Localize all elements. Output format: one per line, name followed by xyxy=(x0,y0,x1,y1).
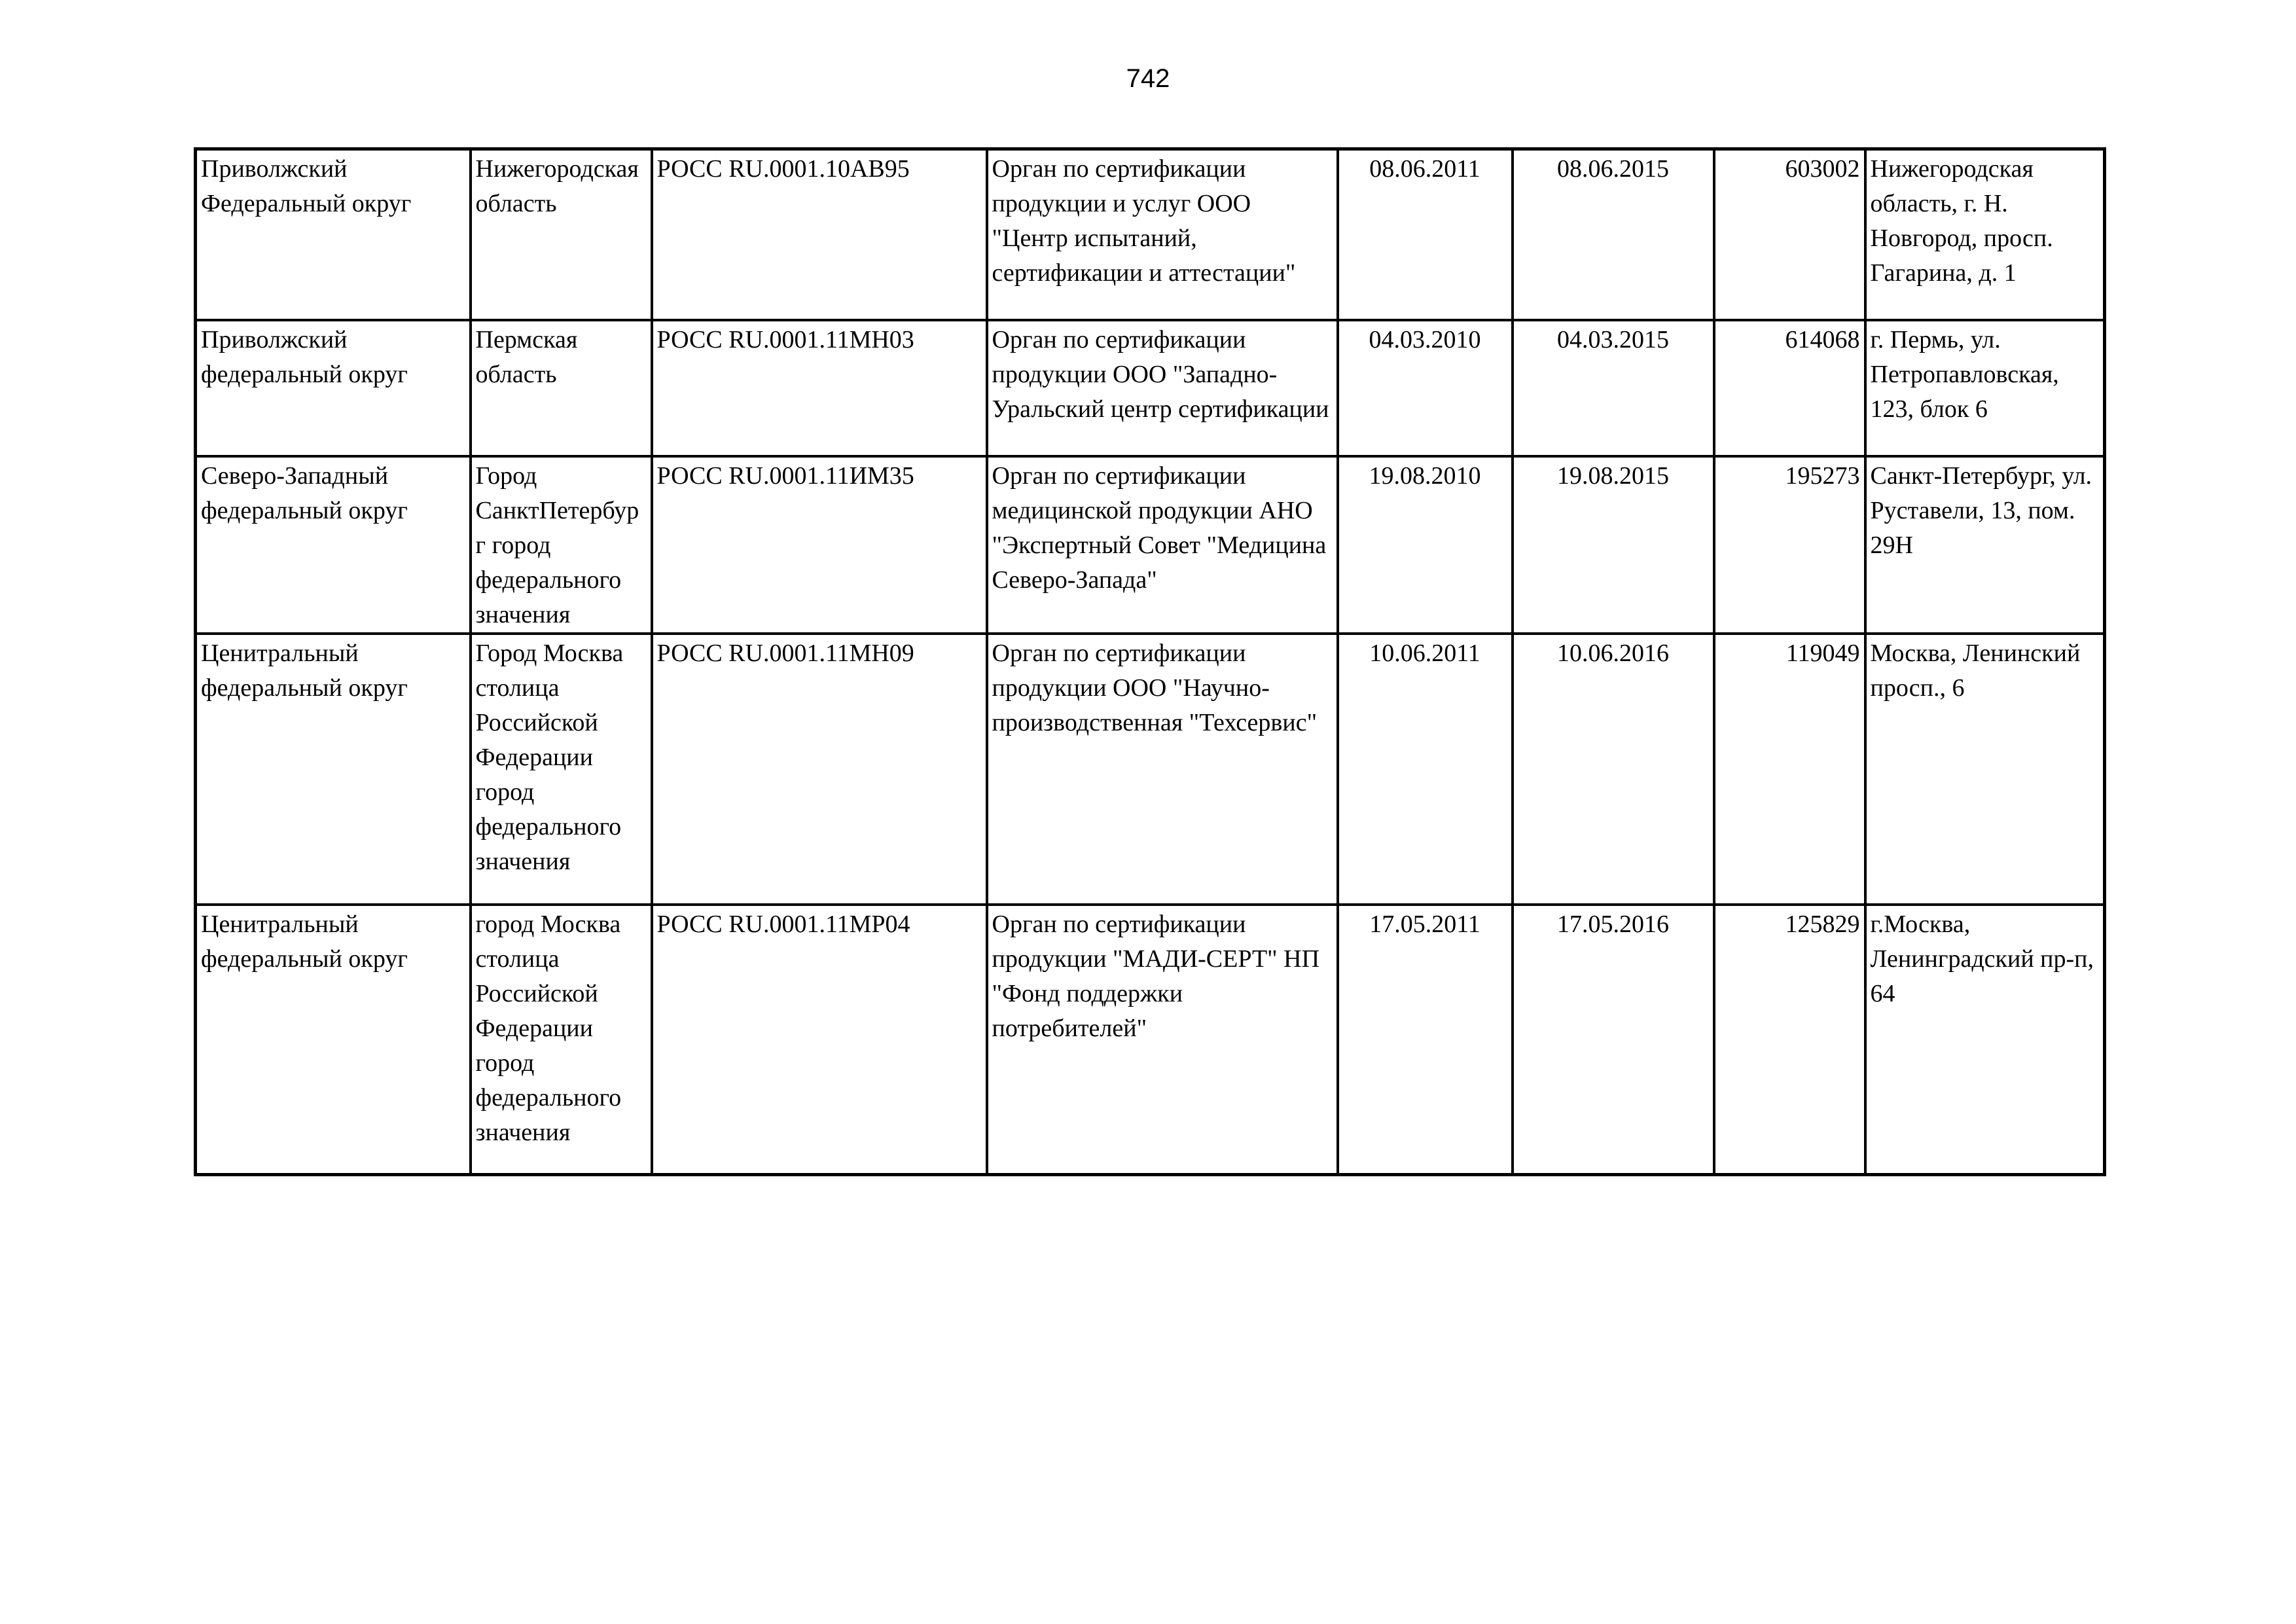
district-cell: Ценитральный федеральный округ xyxy=(196,905,471,1175)
table-row xyxy=(196,320,2105,456)
organ-cell: Орган по сертификации продукции "МАДИ-СЕРТ" НП "Фонд поддержки потребителей" xyxy=(987,905,1338,1175)
address-cell: г.Москва, Ленинградский пр-п, 64 xyxy=(1865,905,2105,1175)
organ-cell: Орган по сертификации медицинской продукции АНО "Экспертный Совет "Медицина Северо-Запада" xyxy=(987,456,1338,634)
region-cell: Пермская область xyxy=(471,320,652,456)
postcode-cell: 195273 xyxy=(1714,456,1865,634)
organ-cell: Орган по сертификации продукции ООО "Научно-производственная "Техсервис" xyxy=(987,634,1338,905)
postcode-cell: 614068 xyxy=(1714,320,1865,456)
region-cell: Нижегородская область xyxy=(471,149,652,321)
district-cell: Приволжский Федеральный округ xyxy=(196,149,471,321)
region-cell: город Москва столица Российской Федерации город федерального значения xyxy=(471,905,652,1175)
reg-number-cell: РОСС RU.0001.11МН03 xyxy=(652,320,987,456)
date-from-cell: 19.08.2010 xyxy=(1338,456,1513,634)
region-cell: Город Москва столица Российской Федерации город федерального значения xyxy=(471,634,652,905)
district-cell: Ценитральный федеральный округ xyxy=(196,634,471,905)
date-to-cell: 04.03.2015 xyxy=(1513,320,1714,456)
address-cell: г. Пермь, ул. Петропавловская, 123, блок 6 xyxy=(1865,320,2105,456)
address-cell: Нижегородская область, г. Н. Новгород, просп. Гагарина, д. 1 xyxy=(1865,149,2105,321)
date-to-cell: 19.08.2015 xyxy=(1513,456,1714,634)
table-row xyxy=(196,456,2105,634)
district-cell: Северо-Западный федеральный округ xyxy=(196,456,471,634)
postcode-cell: 119049 xyxy=(1714,634,1865,905)
address-cell: Москва, Ленинский просп., 6 xyxy=(1865,634,2105,905)
region-cell: Город СанктПетербург город федерального значения xyxy=(471,456,652,634)
reg-number-cell: РОСС RU.0001.11МН09 xyxy=(652,634,987,905)
district-cell: Приволжский федеральный округ xyxy=(196,320,471,456)
postcode-cell: 125829 xyxy=(1714,905,1865,1175)
organ-cell: Орган по сертификации продукции и услуг ООО "Центр испытаний, сертификации и аттестации" xyxy=(987,149,1338,321)
date-from-cell: 10.06.2011 xyxy=(1338,634,1513,905)
reg-number-cell: РОСС RU.0001.10АВ95 xyxy=(652,149,987,321)
table-row xyxy=(196,149,2105,321)
date-to-cell: 08.06.2015 xyxy=(1513,149,1714,321)
reg-number-cell: РОСС RU.0001.11МР04 xyxy=(652,905,987,1175)
date-to-cell: 10.06.2016 xyxy=(1513,634,1714,905)
page-number: 742 xyxy=(1126,64,1170,93)
organ-cell: Орган по сертификации продукции ООО "Западно-Уральский центр сертификации xyxy=(987,320,1338,456)
certification-bodies-table xyxy=(194,147,2106,1176)
date-to-cell: 17.05.2016 xyxy=(1513,905,1714,1175)
date-from-cell: 08.06.2011 xyxy=(1338,149,1513,321)
table-row xyxy=(196,905,2105,1175)
reg-number-cell: РОСС RU.0001.11ИМ35 xyxy=(652,456,987,634)
date-from-cell: 04.03.2010 xyxy=(1338,320,1513,456)
address-cell: Санкт-Петербург, ул. Руставели, 13, пом. 29Н xyxy=(1865,456,2105,634)
date-from-cell: 17.05.2011 xyxy=(1338,905,1513,1175)
postcode-cell: 603002 xyxy=(1714,149,1865,321)
table-row xyxy=(196,634,2105,905)
